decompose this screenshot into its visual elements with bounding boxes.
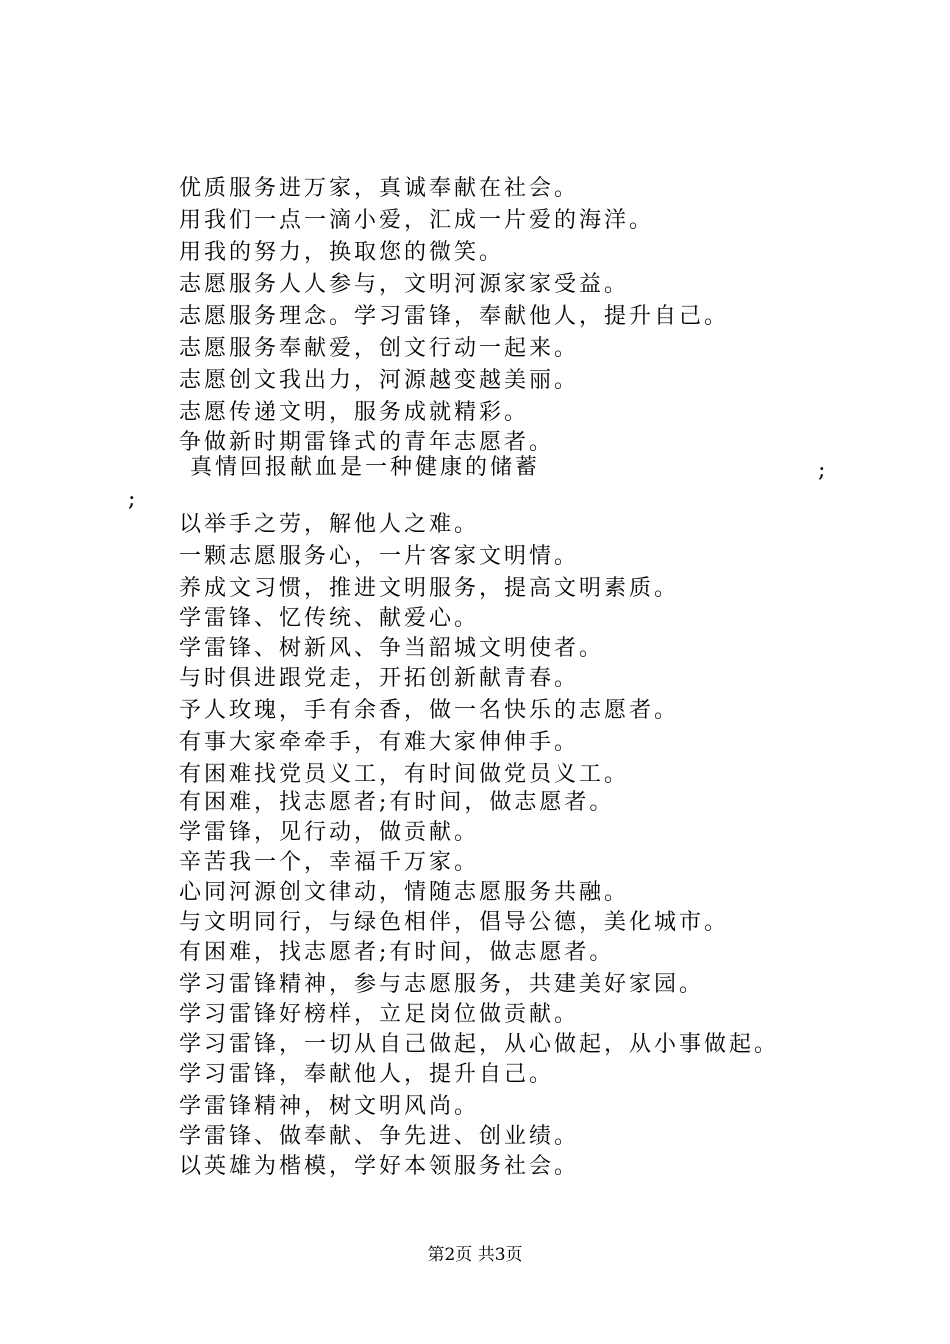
slogan-line: 学习雷锋好榜样，立足岗位做贡献。 — [179, 1002, 580, 1027]
slogan-line: 心同河源创文律动，情随志愿服务共融。 — [179, 880, 630, 905]
slogan-line: 志愿服务奉献爱，创文行动一起来。 — [179, 336, 580, 361]
slogan-line: 学雷锋，见行动，做贡献。 — [179, 820, 480, 845]
slogan-line: 辛苦我一个，幸福千万家。 — [179, 850, 480, 875]
slogan-line: 优质服务进万家，真诚奉献在社会。 — [179, 176, 580, 201]
slogan-line: 学雷锋精神，树文明风尚。 — [179, 1094, 480, 1119]
slogan-line: 志愿传递文明，服务成就精彩。 — [179, 400, 530, 425]
slogan-line: 用我们一点一滴小爱，汇成一片爱的海洋。 — [179, 208, 655, 233]
slogan-line: 学雷锋、做奉献、争先进、创业绩。 — [179, 1124, 580, 1149]
page-number-footer: 第2页 共3页 — [427, 1245, 523, 1265]
slogan-line: 学习雷锋，奉献他人，提升自己。 — [179, 1062, 555, 1087]
slogan-line: 争做新时期雷锋式的青年志愿者。 — [179, 430, 555, 455]
slogan-line: 有事大家牵牵手，有难大家伸伸手。 — [179, 730, 580, 755]
slogan-line: 志愿服务理念。学习雷锋，奉献他人，提升自己。 — [179, 304, 730, 329]
slogan-line: 与文明同行，与绿色相伴，倡导公德，美化城市。 — [179, 910, 730, 935]
slogan-line: 予人玫瑰，手有余香，做一名快乐的志愿者。 — [179, 698, 680, 723]
slogan-line: 学雷锋、树新风、争当韶城文明使者。 — [179, 636, 605, 661]
slogan-line: 与时俱进跟党走，开拓创新献青春。 — [179, 666, 580, 691]
slogan-line: 有困难，找志愿者;有时间，做志愿者。 — [179, 790, 615, 815]
slogan-line: 志愿服务人人参与，文明河源家家受益。 — [179, 272, 630, 297]
slogan-line: 养成文习惯，推进文明服务，提高文明素质。 — [179, 576, 680, 601]
slogan-line: 一颗志愿服务心，一片客家文明情。 — [179, 544, 580, 569]
slogan-line: 学雷锋、忆传统、献爱心。 — [179, 606, 480, 631]
slogan-line: 有困难找党员义工，有时间做党员义工。 — [179, 762, 630, 787]
slogan-line: 学习雷锋精神，参与志愿服务，共建美好家园。 — [179, 972, 705, 997]
slogan-line: 学习雷锋，一切从自己做起，从心做起，从小事做起。 — [179, 1032, 780, 1057]
slogan-line: 志愿创文我出力，河源越变越美丽。 — [179, 368, 580, 393]
semicolon-left: ; — [128, 487, 136, 512]
semicolon-right: ; — [818, 458, 826, 483]
slogan-line: 以英雄为楷模，学好本领服务社会。 — [179, 1154, 580, 1179]
slogan-line: 有困难，找志愿者;有时间，做志愿者。 — [179, 940, 615, 965]
slogan-line: 用我的努力，换取您的微笑。 — [179, 240, 505, 265]
slogan-line: 以举手之劳，解他人之难。 — [179, 512, 480, 537]
blood-donation-line: 真情回报献血是一种健康的储蓄 — [190, 455, 541, 480]
